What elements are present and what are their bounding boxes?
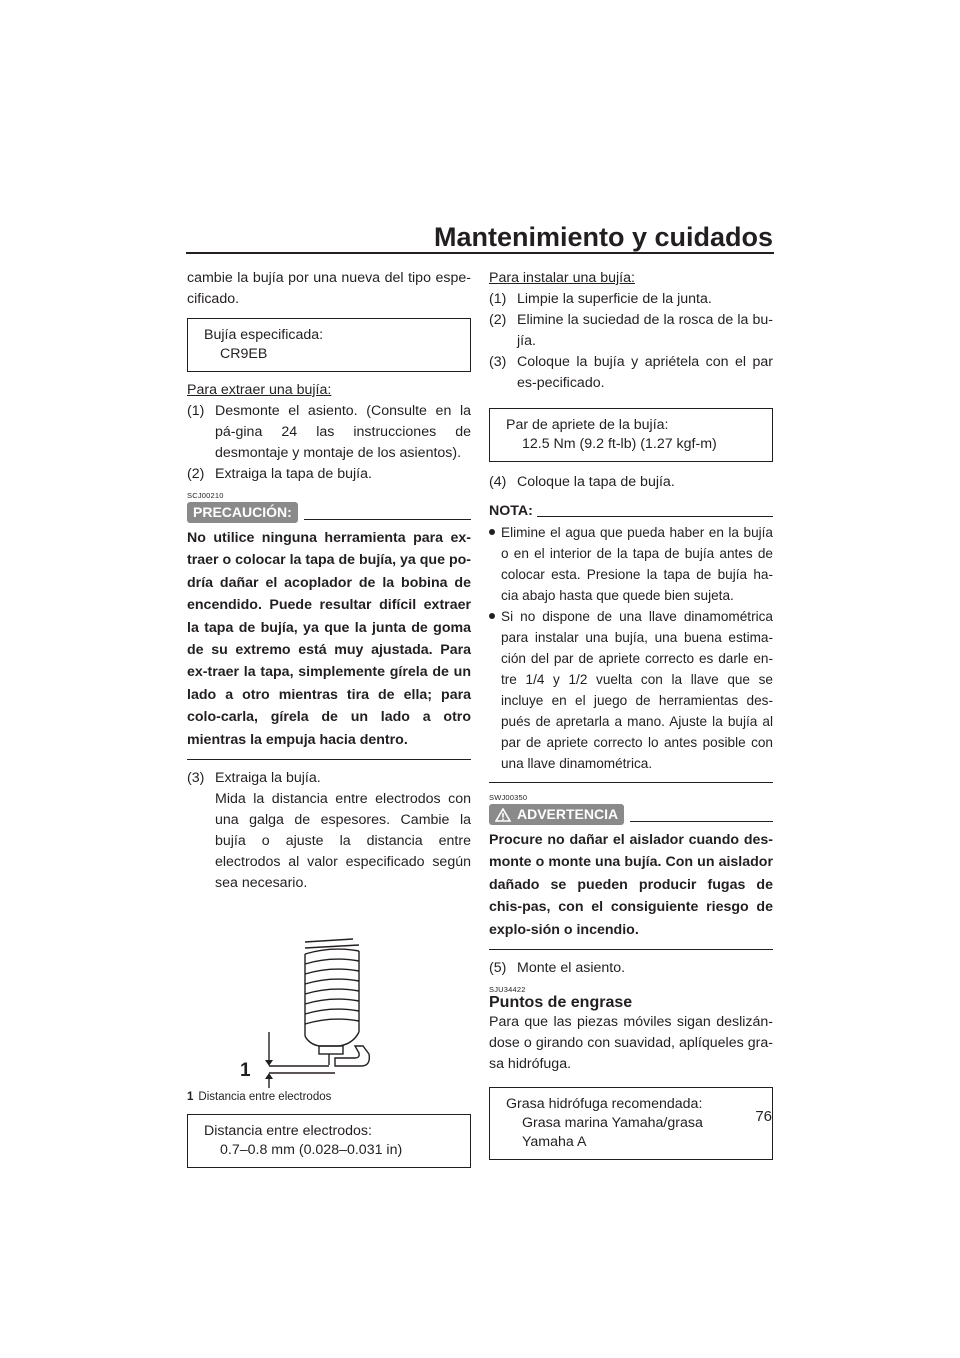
- step-text: Extraiga la tapa de bujía.: [215, 466, 372, 482]
- caption-number: 1: [187, 1091, 194, 1104]
- step-item: [489, 472, 773, 493]
- spec-value: 12.5 Nm (9.2 ft-lb) (1.27 kgf-m): [522, 436, 717, 452]
- warning-header: [489, 804, 773, 825]
- step-text: Coloque la bujía y apriétela con el par es-pecificado.: [517, 354, 773, 391]
- spark-plug-spec-box: [187, 318, 471, 372]
- step-number: (5): [489, 960, 507, 977]
- step-number: (3): [489, 354, 507, 370]
- warning-rule: [630, 821, 773, 822]
- spec-value: CR9EB: [220, 346, 268, 362]
- spark-plug-illustration: [187, 902, 471, 1088]
- warning-text: Procure no dañar el aislador cuando des-monte o monte una bujía. Con un aislador dañado se pueden producir fugas de chis-pas, con el consiguiente riesgo de explo-sión o incendio.: [489, 832, 773, 938]
- step-number: (3): [187, 770, 205, 787]
- grease-spec-box: [489, 1087, 773, 1160]
- step-text: Limpie la superficie de la junta.: [517, 291, 712, 307]
- step-number: (1): [187, 403, 205, 419]
- torque-spec-box: [489, 408, 773, 462]
- step-subtext: Mida la distancia entre electrodos con una galga de espesores. Cambie la bujía o ajuste la distancia entre electrodos al valor especificado según sea necesario.: [215, 791, 471, 892]
- step-title: Extraiga la bujía.: [215, 770, 321, 787]
- spec-value: Grasa marina Yamaha/grasa Yamaha A: [522, 1115, 703, 1151]
- step-item: [187, 464, 471, 485]
- spark-plug-gap-figure: [187, 902, 471, 1088]
- section-code: SJU34422: [489, 985, 526, 995]
- step-text: [215, 768, 471, 894]
- step-number: (2): [489, 312, 507, 328]
- bullet-icon: [489, 522, 501, 606]
- caution-bottom-rule: [187, 759, 471, 760]
- step-text: Desmonte el asiento. (Consulte en la pá-gina 24 las instrucciones de desmontaje y montaje de los asientos).: [215, 403, 471, 461]
- install-heading: Para instalar una bujía:: [489, 270, 635, 286]
- caution-badge: PRECAUCIÓN:: [187, 502, 298, 523]
- note-bottom-rule: [489, 782, 773, 783]
- caution-header: [187, 502, 471, 523]
- step-number: (2): [187, 466, 205, 482]
- spec-value: 0.7–0.8 mm (0.028–0.031 in): [220, 1142, 403, 1159]
- step-number: (1): [489, 291, 507, 307]
- caution-rule: [304, 519, 471, 520]
- spec-label: Par de apriete de la bujía:: [506, 417, 669, 433]
- page-number: 76: [755, 1108, 772, 1125]
- note-rule: [537, 516, 773, 517]
- warning-bottom-rule: [489, 949, 773, 950]
- warning-badge: [489, 804, 624, 825]
- step-text: Coloque la tapa de bujía.: [517, 474, 675, 490]
- step-number: (4): [489, 474, 507, 490]
- remove-heading: Para extraer una bujía:: [187, 382, 332, 398]
- note-bullet: [489, 606, 773, 774]
- gap-spec-box: [187, 1114, 471, 1168]
- arrow-down-icon: [265, 1060, 273, 1066]
- bullet-text: Elimine el agua que pueda haber en la bujía o en el interior de la tapa de bujía antes de colocar esta. Presione la tapa de bujía ha-cia abajo hasta que quede bien sujeta.: [501, 525, 773, 603]
- warning-triangle-icon: [495, 808, 511, 822]
- header-rule: [186, 252, 774, 254]
- warning-label: ADVERTENCIA: [517, 806, 619, 822]
- arrow-up-icon: [265, 1073, 273, 1079]
- figure-caption: [187, 1090, 471, 1104]
- spec-label: Grasa hidrófuga recomendada:: [506, 1096, 703, 1113]
- bullet-icon: [489, 606, 501, 774]
- section-title: Puntos de engrase: [489, 994, 633, 1012]
- step-text: Monte el asiento.: [517, 960, 626, 977]
- caption-text: Distancia entre electrodos: [198, 1091, 332, 1104]
- left-column: [187, 268, 471, 1176]
- warning-code: SWJ00350: [489, 793, 528, 802]
- note-header: [489, 501, 773, 522]
- caution-text: No utilice ninguna herramienta para ex-traer o colocar la tapa de bujía, ya que po-dría dañar el acoplador de la bobina de encendido. Puede resultar difícil extraer la tapa de bujía, ya que la junta de goma de su extremo está muy ajustada. Para ex-traer la tapa, simplemente gírela de un lado a otro mientras tira de ella; para colo-carla, gírela de un lado a otro mientras la empuja hacia dentro.: [187, 530, 471, 748]
- note-bullet: [489, 522, 773, 606]
- step-item: [489, 352, 773, 394]
- page-title: Mantenimiento y cuidados: [433, 222, 773, 252]
- step-item: [489, 310, 773, 352]
- intro-text: cambie la bujía por una nueva del tipo espe-cificado.: [187, 270, 471, 307]
- section-text: Para que las piezas móviles sigan deslizán-dose o girando con suavidad, aplíqueles gra-sa hidrófuga.: [489, 1014, 773, 1073]
- step-text: Elimine la suciedad de la rosca de la bu-jía.: [517, 312, 773, 349]
- bullet-text: Si no dispone de una llave dinamométrica para instalar una bujía, una buena estima-ción del par de apriete correcto es darle en-tre 1/4 y 1/2 vuelta con la llave que se incluye en el juego de herramientas des-pués de apretarla a mano. Ajuste la bujía al par de apriete correcto lo antes posible con una llave dinamométrica.: [501, 609, 773, 771]
- step-item: [489, 289, 773, 310]
- right-column: [489, 268, 773, 1168]
- step-item: [187, 768, 471, 894]
- caution-code: SCJ00210: [187, 491, 224, 500]
- spec-label: Bujía especificada:: [204, 327, 324, 343]
- spec-label: Distancia entre electrodos:: [204, 1123, 372, 1140]
- note-label: NOTA:: [489, 503, 533, 519]
- figure-callout-1: 1: [240, 1060, 251, 1082]
- step-item: [187, 401, 471, 464]
- step-item: [489, 958, 773, 979]
